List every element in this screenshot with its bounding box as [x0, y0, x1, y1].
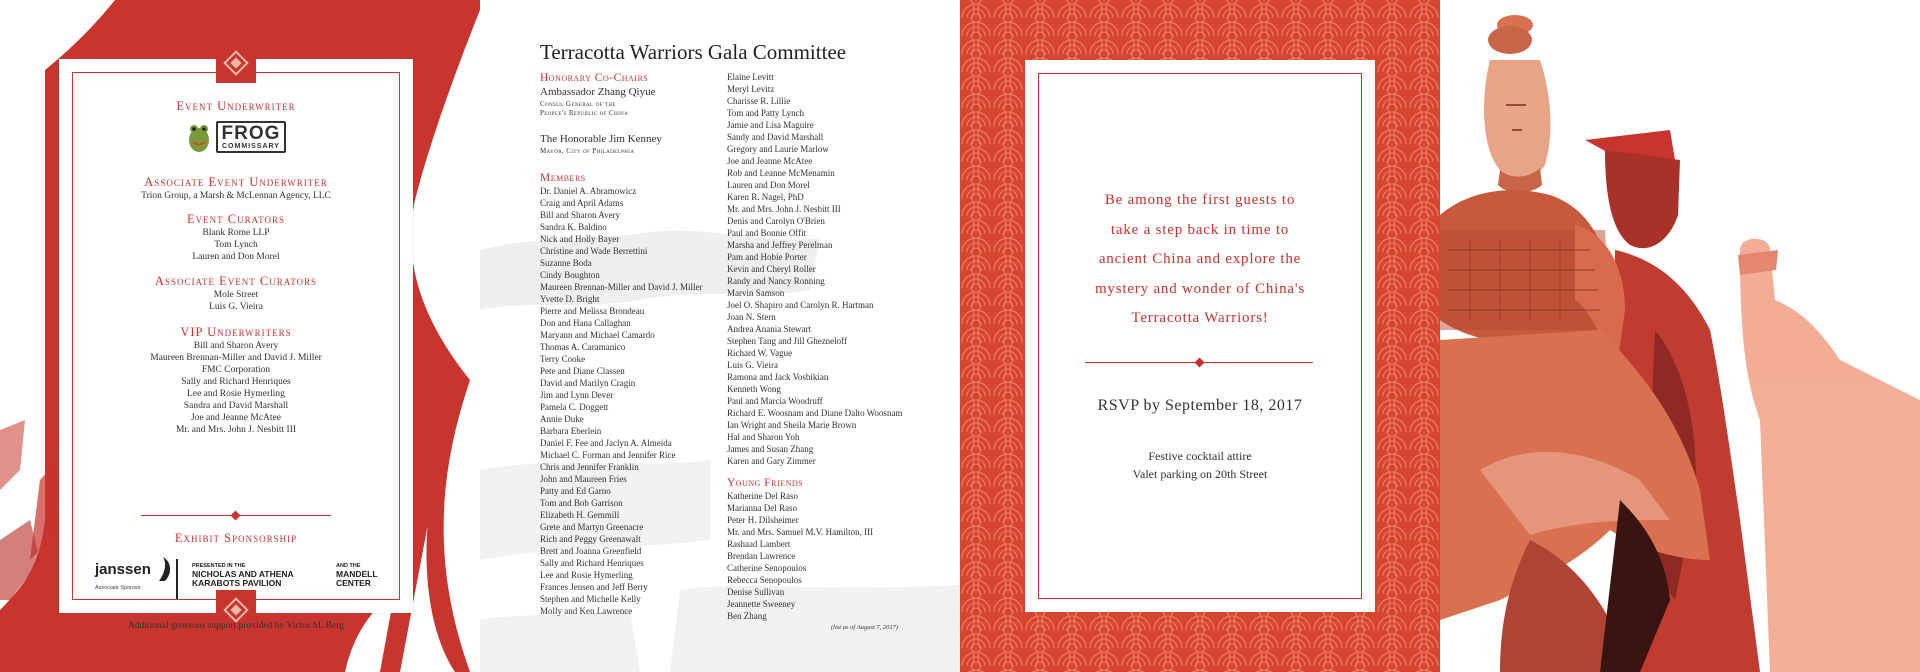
vip-underwriter-name: Maureen Brennan-Miller and David J. Miller: [150, 353, 322, 363]
event-curator-name: Tom Lynch: [214, 240, 258, 250]
member-name: Don and Hana Callaghan: [540, 317, 631, 328]
co-chair-title: Mayor, City of Philadelphia: [540, 147, 635, 155]
member-name: Yvette D. Bright: [540, 293, 600, 304]
vip-underwriter-name: Sally and Richard Henriques: [181, 377, 291, 387]
member-name: Craig and April Adams: [540, 197, 624, 208]
member-name: Lauren and Don Morel: [727, 180, 810, 190]
logo-divider: [176, 559, 178, 599]
member-name: Christine and Wade Berrettini: [540, 245, 648, 256]
additional-support-text: Additional generous support provided by Victor M. Berg: [128, 621, 344, 631]
member-name: Elaine Levitt: [727, 72, 774, 82]
young-friend-name: Denise Sullivan: [727, 587, 785, 597]
member-name: Joan N. Stern: [727, 312, 776, 322]
event-underwriter-heading: Event Underwriter: [176, 99, 296, 113]
invite-line: mystery and wonder of China's: [1094, 280, 1306, 297]
member-name: Charisse R. Lillie: [727, 96, 791, 106]
frog-logo-line2: COMMISSARY: [222, 143, 280, 150]
associate-event-underwriter-section: [59, 175, 413, 202]
member-name: Rich and Peggy Greenawalt: [540, 533, 641, 544]
member-name: Pamela C. Doggett: [540, 401, 609, 412]
member-name: Stephen Tang and Jill Ghezneloff: [727, 336, 848, 346]
member-name: Ramona and Jack Vosbikian: [727, 372, 829, 382]
committee-panel: [480, 0, 960, 672]
member-name: Frances Jensen and Jeff Berry: [540, 581, 648, 592]
event-curator-name: Blank Rome LLP: [202, 228, 270, 238]
invite-line: Be among the first guests to: [1104, 192, 1296, 208]
exhibit-sponsorship-section: [59, 531, 413, 546]
member-name: Terry Cooke: [540, 353, 586, 364]
associate-event-underwriter-heading: Associate Event Underwriter: [144, 175, 328, 189]
frog-commissary-logo: [186, 120, 287, 154]
warrior-figure-back: [1738, 239, 1920, 672]
member-name: Marvin Samson: [727, 288, 785, 298]
honorary-co-chairs-heading: Honorary Co-Chairs: [540, 72, 649, 84]
co-chair-title: Consul General of the: [540, 100, 616, 108]
rsvp-card: [1025, 60, 1375, 612]
vip-underwriter-name: Bill and Sharon Avery: [193, 341, 279, 351]
rsvp-deadline: RSVP by September 18, 2017: [1097, 397, 1303, 414]
member-name: Bill and Sharon Avery: [540, 209, 621, 220]
rsvp-card-border: [1038, 73, 1362, 599]
young-friend-name: Marianna Del Raso: [727, 503, 797, 513]
parking-text: Valet parking on 20th Street: [1132, 467, 1268, 481]
exhibit-sponsorship-heading: Exhibit Sponsorship: [174, 531, 298, 545]
sponsor-logos-row: [95, 555, 395, 605]
event-underwriter-section: [59, 99, 413, 159]
member-name: Patty and Ed Garno: [540, 485, 611, 496]
vip-underwriters-heading: VIP Underwriters: [180, 325, 292, 339]
committee-column-right: [727, 71, 922, 622]
member-name: James and Susan Zhang: [727, 444, 814, 454]
member-name: Rob and Leanne McMenamin: [727, 168, 835, 178]
janssen-logo: janssen: [95, 561, 151, 578]
member-name: Hal and Sharon Yoh: [727, 432, 800, 442]
vip-underwriter-name: Lee and Rosie Hymerling: [187, 389, 285, 399]
member-name: Ian Wright and Sheila Marie Brown: [727, 420, 857, 430]
member-name: Denis and Carolyn O'Brien: [727, 216, 825, 226]
member-name: Thomas A. Caramanico: [540, 341, 626, 352]
member-name: Jamie and Lisa Maguire: [727, 120, 814, 130]
karabots-line1: PRESENTED IN THE: [192, 563, 246, 569]
member-name: Molly and Ken Lawrence: [540, 605, 633, 616]
associate-event-underwriter-name: Trion Group, a Marsh & McLennan Agency, LLC: [141, 191, 331, 201]
member-name: Suzanne Boda: [540, 257, 592, 268]
young-friend-name: Catherine Senopoulos: [727, 563, 807, 573]
event-details: [1025, 447, 1375, 483]
warriors-illustration-panel: [1440, 0, 1920, 672]
event-curators-heading: Event Curators: [187, 212, 285, 226]
invite-line: ancient China and explore the: [1098, 251, 1302, 267]
underwriters-panel: [0, 0, 480, 672]
member-name: Chris and Jennifer Franklin: [540, 461, 639, 472]
member-name: Elizabeth H. Gemmill: [540, 509, 620, 520]
mandell-line3: CENTER: [336, 577, 371, 588]
members-heading: Members: [540, 171, 586, 184]
member-name: Luis G. Vieira: [727, 360, 779, 370]
member-name: Annie Duke: [540, 413, 584, 424]
vip-underwriter-name: Mr. and Mrs. John J. Nesbitt III: [175, 425, 297, 435]
member-name: Michael C. Forman and Jennifer Rice: [540, 449, 676, 460]
member-name: Paul and Marcia Woodruff: [727, 396, 823, 406]
invitation-message: [1055, 186, 1345, 334]
member-name: Pam and Hobie Porter: [727, 252, 807, 262]
member-name: Jim and Lynn Dever: [540, 389, 614, 400]
members-list-col1: [540, 185, 735, 617]
list-date-note: (list as of August 7, 2017): [831, 624, 899, 631]
young-friend-name: Brendan Lawrence: [727, 551, 796, 561]
vip-underwriter-name: FMC Corporation: [201, 365, 271, 375]
vip-underwriter-name: Joe and Jeanne McAtee: [191, 413, 281, 423]
member-name: Cindy Boughton: [540, 269, 600, 280]
young-friend-name: Ben Zhang: [727, 611, 767, 621]
janssen-subtitle: Associate Sponsor: [95, 585, 141, 591]
event-curator-name: Lauren and Don Morel: [192, 252, 280, 262]
committee-column-left: [540, 71, 735, 617]
underwriters-card: [59, 59, 413, 631]
member-name: Joe and Jeanne McAtee: [727, 156, 813, 166]
member-name: Joel O. Shapiro and Carolyn R. Hartman: [727, 300, 874, 310]
member-name: Kevin and Cheryl Roller: [727, 264, 816, 274]
member-name: Maryann and Michael Camardo: [540, 329, 655, 340]
young-friends-heading: Young Friends: [727, 477, 804, 489]
young-friend-name: Mr. and Mrs. Samuel M.V. Hamilton, III: [727, 527, 874, 537]
rsvp-panel: [960, 0, 1440, 672]
karabots-line3: KARABOTS PAVILION: [192, 577, 282, 588]
associate-curator-name: Luis G. Vieira: [209, 302, 263, 312]
member-name: Tom and Patty Lynch: [727, 108, 805, 118]
member-name: David and Marilyn Cragin: [540, 377, 636, 388]
members-list-col2: [727, 71, 922, 467]
member-name: Kenneth Wong: [727, 384, 781, 394]
member-name: Sandra K. Baldino: [540, 221, 607, 232]
member-name: Tom and Bob Garrison: [540, 497, 623, 508]
member-name: Mr. and Mrs. John J. Nesbitt III: [727, 204, 841, 214]
associate-curator-name: Mole Street: [213, 290, 259, 300]
member-name: Pierre and Melissa Brondeau: [540, 305, 645, 316]
associate-event-curators-section: [59, 274, 413, 313]
committee-title: Terracotta Warriors Gala Committee: [540, 40, 847, 64]
member-name: Stephen and Michelle Kelly: [540, 593, 641, 604]
member-name: Barbara Eberlein: [540, 425, 602, 436]
member-name: Pete and Diane Classen: [540, 365, 625, 376]
karabots-line2: NICHOLAS AND ATHENA: [192, 568, 294, 579]
member-name: Karen and Gary Zimmer: [727, 456, 816, 466]
co-chair-title: People's Republic of China: [540, 108, 629, 117]
vip-underwriters-section: [59, 325, 413, 436]
member-name: Richard E. Woosnam and Diane Dalto Woosnam: [727, 408, 903, 418]
co-chair-name: Ambassador Zhang Qiyue: [540, 86, 656, 98]
member-name: Sandy and David Marshall: [727, 132, 824, 142]
vip-underwriter-name: Sandra and David Marshall: [183, 401, 289, 411]
member-name: Meryl Levitz: [727, 84, 775, 94]
member-name: Andrea Anania Stewart: [727, 324, 811, 334]
terracotta-warriors-illustration: [1440, 0, 1920, 672]
member-name: Karen R. Nagel, PhD: [727, 192, 804, 202]
member-name: Dr. Daniel A. Abramowicz: [540, 185, 637, 196]
mandell-line1: AND THE: [336, 563, 361, 569]
frog-logo-line1: FROG: [221, 123, 281, 144]
karabots-pavilion-logo: [192, 564, 294, 588]
frog-commissary-wordmark: [216, 121, 287, 153]
member-name: John and Maureen Fries: [540, 473, 627, 484]
invite-line: take a step back in time to: [1110, 221, 1290, 238]
member-name: Maureen Brennan-Miller and David J. Miller: [540, 281, 703, 292]
mandell-line2: MANDELL: [336, 568, 378, 579]
member-name: Randy and Nancy Ronning: [727, 276, 825, 286]
member-name: Paul and Bonnie Offit: [727, 228, 807, 238]
co-chair-name: The Honorable Jim Kenney: [540, 133, 662, 145]
young-friend-name: Rebecca Senopoulos: [727, 575, 802, 585]
young-friend-name: Rashaad Lambert: [727, 539, 791, 549]
member-name: Sally and Richard Henriques: [540, 557, 644, 568]
member-name: Daniel F. Fee and Jaclyn A. Almeida: [540, 437, 672, 448]
member-name: Richard W. Vague: [727, 348, 793, 358]
invite-line: Terracotta Warriors!: [1131, 310, 1269, 326]
member-name: Lee and Rosie Hymerling: [540, 569, 633, 580]
member-name: Marsha and Jeffrey Perelman: [727, 240, 833, 250]
mandell-center-logo: [336, 564, 378, 588]
young-friend-name: Peter H. Dilsheimer: [727, 515, 799, 525]
young-friend-name: Jeannette Sweeney: [727, 599, 796, 609]
event-curators-section: [59, 212, 413, 263]
janssen-swoosh-icon: [155, 555, 175, 583]
member-name: Gregory and Laurie Marlow: [727, 144, 829, 154]
member-name: Brett and Joanna Greenfield: [540, 545, 642, 556]
young-friends-list: [727, 490, 922, 622]
member-name: Grete and Martyn Greenacre: [540, 521, 644, 532]
attire-text: Festive cocktail attire: [1148, 449, 1252, 463]
associate-event-curators-heading: Associate Event Curators: [154, 274, 318, 288]
young-friend-name: Katherine Del Raso: [727, 491, 798, 501]
member-name: Nick and Holly Bayer: [540, 233, 620, 244]
diamond-ornament-top: [216, 43, 256, 83]
frog-icon: [186, 120, 212, 154]
